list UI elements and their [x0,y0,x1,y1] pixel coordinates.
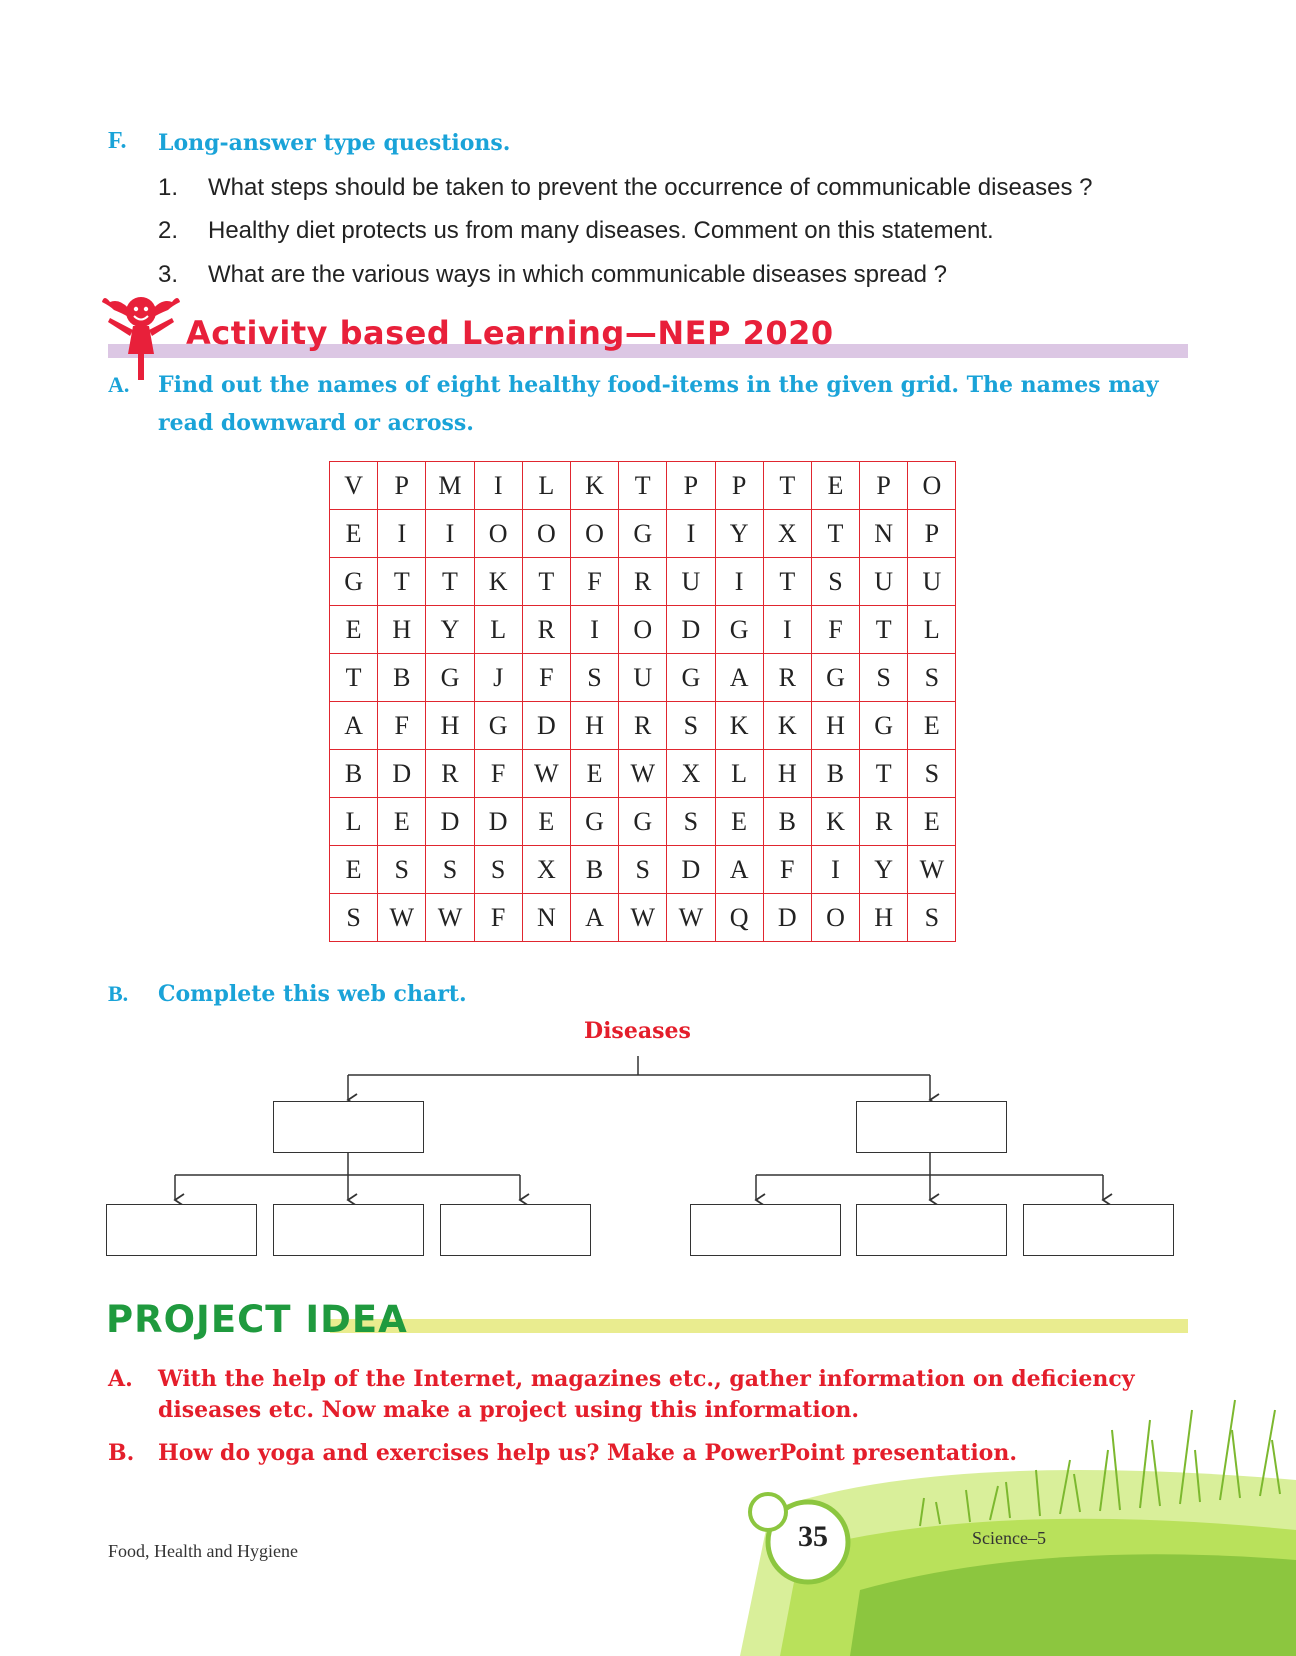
grid-cell: T [378,558,426,606]
grid-cell: W [619,750,667,798]
grid-cell: S [619,846,667,894]
project-a-letter: A. [108,1366,133,1392]
project-a-line1: With the help of the Internet, magazines etc., gather information on deficiency [158,1366,1135,1392]
grid-cell: K [474,558,522,606]
grid-cell: D [522,702,570,750]
grid-cell: E [378,798,426,846]
grid-cell: S [908,894,956,942]
grid-cell: E [330,510,378,558]
grid-cell: E [715,798,763,846]
grid-cell: I [378,510,426,558]
grid-cell: I [811,846,859,894]
grid-cell: G [860,702,908,750]
grid-cell: E [330,846,378,894]
grid-cell: P [715,462,763,510]
answer-box-level2[interactable] [690,1204,841,1256]
answer-box-level2[interactable] [1023,1204,1174,1256]
grid-cell: K [570,462,618,510]
grid-cell: P [908,510,956,558]
answer-box-level2[interactable] [856,1204,1007,1256]
grid-cell: G [474,702,522,750]
grid-cell: F [474,894,522,942]
grid-cell: E [570,750,618,798]
grid-cell: B [330,750,378,798]
grid-cell: A [330,702,378,750]
grid-cell: F [811,606,859,654]
grid-cell: L [330,798,378,846]
grid-cell: B [570,846,618,894]
grid-cell: H [378,606,426,654]
grid-cell: S [474,846,522,894]
grid-cell: A [570,894,618,942]
activity-b-title: Complete this web chart. [158,981,467,1007]
section-f-letter: F. [108,128,127,154]
grid-cell: D [667,846,715,894]
grid-cell: D [474,798,522,846]
grid-cell: L [908,606,956,654]
grid-cell: W [522,750,570,798]
grid-cell: I [426,510,474,558]
activity-title: Activity based Learning—NEP 2020 [186,314,834,352]
grid-cell: G [570,798,618,846]
question-number: 3. [158,261,179,288]
project-a-line2: diseases etc. Now make a project using this information. [158,1397,860,1423]
grid-cell: K [715,702,763,750]
grid-cell: B [763,798,811,846]
grid-cell: K [811,798,859,846]
activity-b-letter: B. [108,981,129,1006]
grid-cell: O [570,510,618,558]
grid-cell: H [570,702,618,750]
grid-cell: R [522,606,570,654]
grid-cell: E [908,798,956,846]
grid-cell: J [474,654,522,702]
activity-a-line1: Find out the names of eight healthy food-items in the given grid. The names may [158,372,1159,398]
grid-cell: P [860,462,908,510]
grid-cell: G [426,654,474,702]
answer-box-level1-right[interactable] [856,1101,1007,1153]
grid-cell: D [378,750,426,798]
grid-cell: B [811,750,859,798]
grid-cell: D [667,606,715,654]
answer-box-level2[interactable] [440,1204,591,1256]
grid-cell: W [426,894,474,942]
grid-cell: H [811,702,859,750]
grid-cell: F [763,846,811,894]
footer-book: Science–5 [972,1528,1046,1548]
grid-cell: U [619,654,667,702]
grid-cell: K [763,702,811,750]
grid-cell: G [619,798,667,846]
grid-cell: G [667,654,715,702]
grid-cell: X [522,846,570,894]
grid-cell: L [474,606,522,654]
grid-cell: G [330,558,378,606]
project-b-letter: B. [108,1440,135,1466]
grid-cell: O [811,894,859,942]
grid-cell: I [570,606,618,654]
grid-cell: U [667,558,715,606]
grid-cell: E [811,462,859,510]
grid-cell: S [378,846,426,894]
footer-chapter: Food, Health and Hygiene [108,1541,298,1561]
grid-cell: R [619,558,667,606]
grid-cell: H [763,750,811,798]
grid-cell: T [811,510,859,558]
question-number: 1. [158,174,179,201]
grid-cell: H [860,894,908,942]
grid-cell: Y [426,606,474,654]
grid-cell: S [908,654,956,702]
grid-cell: I [715,558,763,606]
grid-cell: L [522,462,570,510]
grid-cell: G [715,606,763,654]
grid-cell: T [860,750,908,798]
grid-cell: E [330,606,378,654]
activity-a-letter: A. [108,372,130,397]
grid-cell: R [860,798,908,846]
grid-cell: N [522,894,570,942]
grid-cell: F [474,750,522,798]
grid-cell: S [860,654,908,702]
grid-cell: S [811,558,859,606]
project-title: PROJECT IDEA [106,1298,408,1341]
answer-box-level1-left[interactable] [273,1101,424,1153]
grid-cell: X [667,750,715,798]
grid-cell: U [860,558,908,606]
grid-cell: R [426,750,474,798]
grid-cell: W [378,894,426,942]
grid-cell: F [522,654,570,702]
grid-cell: U [908,558,956,606]
grid-cell: W [667,894,715,942]
grid-cell: V [330,462,378,510]
grid-cell: O [522,510,570,558]
grid-cell: D [763,894,811,942]
answer-box-level2[interactable] [273,1204,424,1256]
grid-cell: G [811,654,859,702]
project-b-text: How do yoga and exercises help us? Make a PowerPoint presentation. [158,1440,1018,1466]
grid-cell: G [619,510,667,558]
grid-cell: S [908,750,956,798]
project-heading-band [330,1319,1188,1333]
grid-cell: E [908,702,956,750]
grid-cell: Y [715,510,763,558]
web-chart-root: Diseases [584,1018,691,1044]
grid-cell: R [763,654,811,702]
grid-cell: S [667,798,715,846]
grid-cell: W [908,846,956,894]
grid-cell: O [619,606,667,654]
grid-cell: A [715,846,763,894]
grid-cell: A [715,654,763,702]
grid-cell: W [619,894,667,942]
grid-cell: T [619,462,667,510]
question-text: What are the various ways in which communicable diseases spread ? [208,261,948,288]
grid-cell: P [378,462,426,510]
grid-cell: P [667,462,715,510]
grid-cell: H [426,702,474,750]
grid-cell: T [330,654,378,702]
grid-cell: T [426,558,474,606]
grid-cell: E [522,798,570,846]
grid-cell: Y [860,846,908,894]
grid-cell: I [763,606,811,654]
grid-cell: T [522,558,570,606]
grid-cell: B [378,654,426,702]
question-text: Healthy diet protects us from many diseases. Comment on this statement. [208,217,994,244]
grid-cell: T [763,462,811,510]
question-text: What steps should be taken to prevent the occurrence of communicable diseases ? [208,174,1093,201]
grid-cell: F [378,702,426,750]
grid-cell: S [667,702,715,750]
section-f-title: Long-answer type questions. [158,130,511,156]
grid-cell: I [474,462,522,510]
grid-cell: L [715,750,763,798]
grid-cell: R [619,702,667,750]
question-number: 2. [158,217,179,244]
answer-box-level2[interactable] [106,1204,257,1256]
grid-cell: X [763,510,811,558]
grid-cell: S [426,846,474,894]
grid-cell: D [426,798,474,846]
grid-cell: I [667,510,715,558]
grid-cell: M [426,462,474,510]
grid-cell: O [474,510,522,558]
grid-cell: S [570,654,618,702]
grid-cell: F [570,558,618,606]
grid-cell: T [860,606,908,654]
grid-cell: S [330,894,378,942]
page-number: 35 [798,1520,828,1553]
grid-cell: O [908,462,956,510]
grid-cell: N [860,510,908,558]
grid-cell: T [763,558,811,606]
page-number-badge [742,1486,852,1596]
activity-a-line2: read downward or across. [158,410,474,436]
grid-cell: Q [715,894,763,942]
